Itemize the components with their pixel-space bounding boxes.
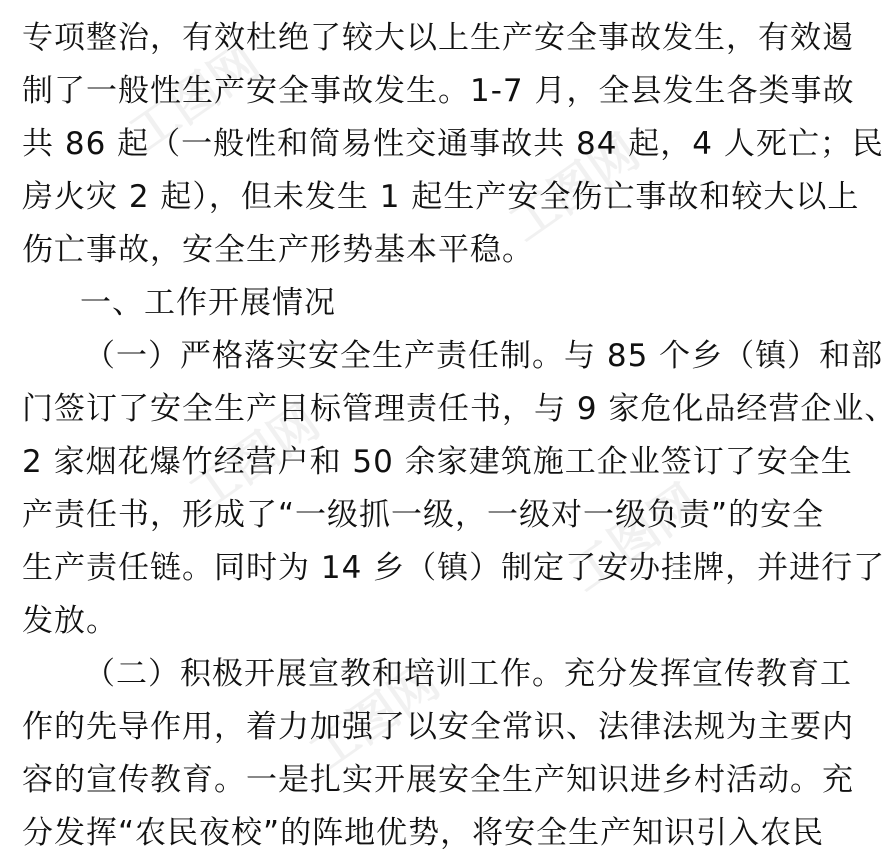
text-line: 作的先导作用，着力加强了以安全常识、法律法规为主要内 bbox=[22, 709, 854, 745]
watermark-logo: 工图网 bbox=[559, 473, 710, 603]
text-line: 共 86 起（一般性和简易性交通事故共 84 起，4 人死亡；民 bbox=[22, 126, 884, 162]
watermark-logo: 工图网 bbox=[499, 123, 650, 253]
text-line: 分发挥“农民夜校”的阵地优势，将安全生产知识引入农民 bbox=[22, 815, 825, 851]
text-line: 生产责任链。同时为 14 乡（镇）制定了安办挂牌，并进行了 bbox=[22, 550, 886, 586]
section-heading: 一、工作开展情况 bbox=[80, 285, 336, 321]
text-line: （一）严格落实安全生产责任制。与 85 个乡（镇）和部 bbox=[84, 338, 884, 374]
watermark-logo: 工图网 bbox=[179, 393, 330, 523]
text-line: 发放。 bbox=[22, 603, 118, 639]
text-line: 2 家烟花爆竹经营户和 50 余家建筑施工企业签订了安全生 bbox=[22, 444, 853, 480]
text-line: 房火灾 2 起），但未发生 1 起生产安全伤亡事故和较大以上 bbox=[22, 179, 860, 215]
text-line: 伤亡事故，安全生产形势基本平稳。 bbox=[22, 232, 534, 268]
text-line: 容的宣传教育。一是扎实开展安全生产知识进乡村活动。充 bbox=[22, 762, 854, 798]
text-line: 产责任书，形成了“一级抓一级，一级对一级负责”的安全 bbox=[22, 497, 825, 533]
text-line: 制了一般性生产安全事故发生。1-7 月，全县发生各类事故 bbox=[22, 73, 855, 109]
watermark-logo: 工图网 bbox=[299, 653, 450, 783]
text-line: 门签订了安全生产目标管理责任书，与 9 家危化品经营企业、 bbox=[22, 391, 896, 427]
text-line: （二）积极开展宣教和培训工作。充分发挥宣传教育工 bbox=[84, 656, 852, 692]
text-line: 专项整治，有效杜绝了较大以上生产安全事故发生，有效遏 bbox=[22, 20, 854, 56]
watermark-logo: 工图网 bbox=[119, 33, 270, 163]
